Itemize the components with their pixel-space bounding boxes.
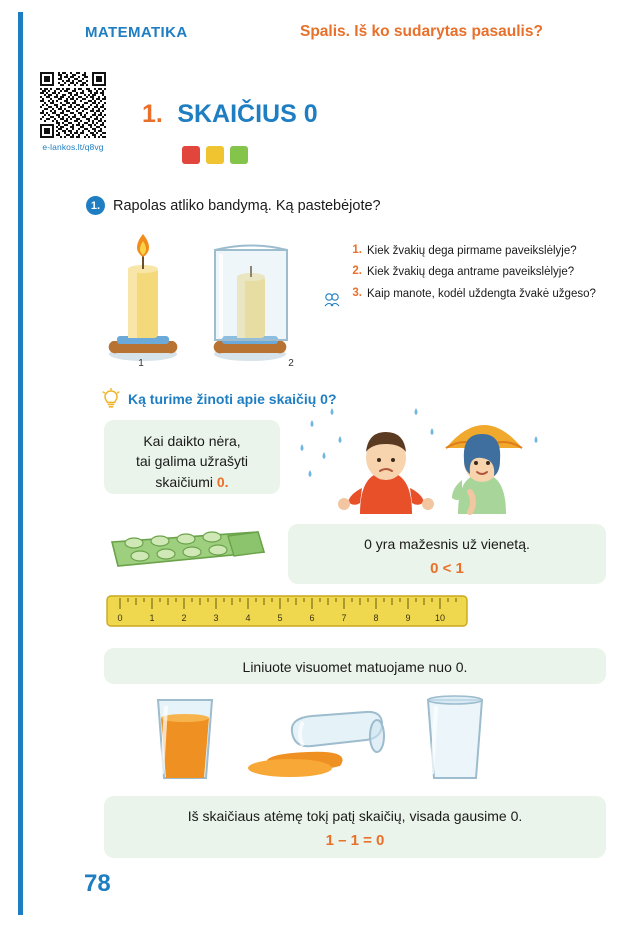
zero-def-line-2: tai galima užrašyti: [135, 453, 249, 470]
tray-svg: [108, 528, 268, 576]
square-green: [230, 146, 248, 164]
zero-def-line-1: Kai daikto nėra,: [143, 433, 241, 449]
svg-text:3: 3: [213, 613, 219, 623]
question-item-3: [346, 287, 596, 301]
candles-svg: [95, 228, 325, 368]
question-1-number: 1.: [352, 244, 362, 256]
less-than-formula: 0 < 1: [430, 560, 464, 578]
page-header: [60, 22, 620, 50]
ruler-illustration: [106, 592, 468, 630]
qr-caption[interactable]: e-lankos.lt/q8vg: [42, 142, 104, 152]
candles-illustration: [95, 228, 325, 368]
svg-text:6: 6: [309, 613, 315, 623]
info-box-ruler-note: [104, 648, 606, 684]
svg-text:10: 10: [434, 613, 446, 623]
chapter-color-squares: [182, 146, 248, 164]
chapter-heading: [142, 100, 318, 129]
question-3-text: Kaip manote, kodėl uždengta žvakė užgeso?: [367, 287, 596, 300]
qr-code-icon[interactable]: [40, 72, 106, 138]
kids-svg: [296, 396, 546, 516]
header-subject: MATEMATIKA: [85, 24, 188, 41]
square-yellow: [206, 146, 224, 164]
key-question-text: Ką turime žinoti apie skaičių 0?: [128, 391, 337, 407]
chapter-number: 1.: [142, 100, 163, 128]
task-1-text: Rapolas atliko bandymą. Ką pastebėjote?: [113, 197, 381, 214]
subtract-formula: 1 – 1 = 0: [325, 832, 385, 850]
question-item-1: [346, 244, 596, 258]
ruler-svg: [106, 592, 468, 630]
task-1-number: 1.: [86, 196, 105, 215]
question-1-text: Kiek žvakių dega pirmame paveikslėlyje?: [367, 245, 577, 257]
page-number: 78: [84, 870, 111, 897]
svg-text:2: 2: [181, 613, 187, 623]
question-2-number: 2.: [352, 265, 362, 278]
svg-text:5: 5: [277, 613, 283, 623]
kids-illustration: [296, 396, 546, 516]
info-box-zero-definition: [104, 420, 280, 494]
svg-text:1: 1: [149, 613, 155, 623]
svg-text:8: 8: [373, 613, 379, 623]
pair-work-icon: [324, 292, 340, 308]
glasses-svg: [140, 692, 500, 788]
task-1-heading: [86, 196, 586, 215]
less-than-text: 0 yra mažesnis už vienetą.: [364, 536, 530, 552]
svg-text:9: 9: [405, 613, 411, 623]
question-item-2: [346, 265, 596, 279]
svg-text:1: 1: [138, 358, 144, 368]
lightbulb-icon: [102, 388, 120, 410]
zero-def-line-3-pre: skaičiumi: [155, 473, 217, 490]
svg-text:7: 7: [341, 613, 347, 623]
square-red: [182, 146, 200, 164]
svg-text:0: 0: [117, 613, 123, 623]
qr-code-block[interactable]: [36, 72, 110, 152]
question-2-text: Kiek žvakių dega antrame paveikslėlyje?: [367, 266, 575, 279]
info-box-less-than: [288, 524, 606, 584]
header-topic: Spalis. Iš ko sudarytas pasaulis?: [300, 23, 543, 40]
zero-def-line-3: [114, 472, 270, 492]
zero-def-accent: 0.: [216, 473, 229, 490]
ruler-note-text: Liniuote visuomet matuojame nuo 0.: [242, 659, 468, 675]
chapter-title: SKAIČIUS 0: [177, 100, 318, 128]
questions-list: [346, 244, 596, 308]
glasses-illustration: [140, 692, 500, 788]
svg-text:2: 2: [288, 358, 294, 368]
info-box-subtraction: [104, 796, 606, 858]
left-blue-bar: [18, 12, 23, 915]
question-3-number: 3.: [352, 286, 362, 299]
svg-text:4: 4: [245, 613, 251, 623]
subtract-text: Iš skaičiaus atėmę tokį patį skaičių, visada gausime 0.: [187, 808, 523, 824]
egg-tray-illustration: [108, 528, 268, 576]
